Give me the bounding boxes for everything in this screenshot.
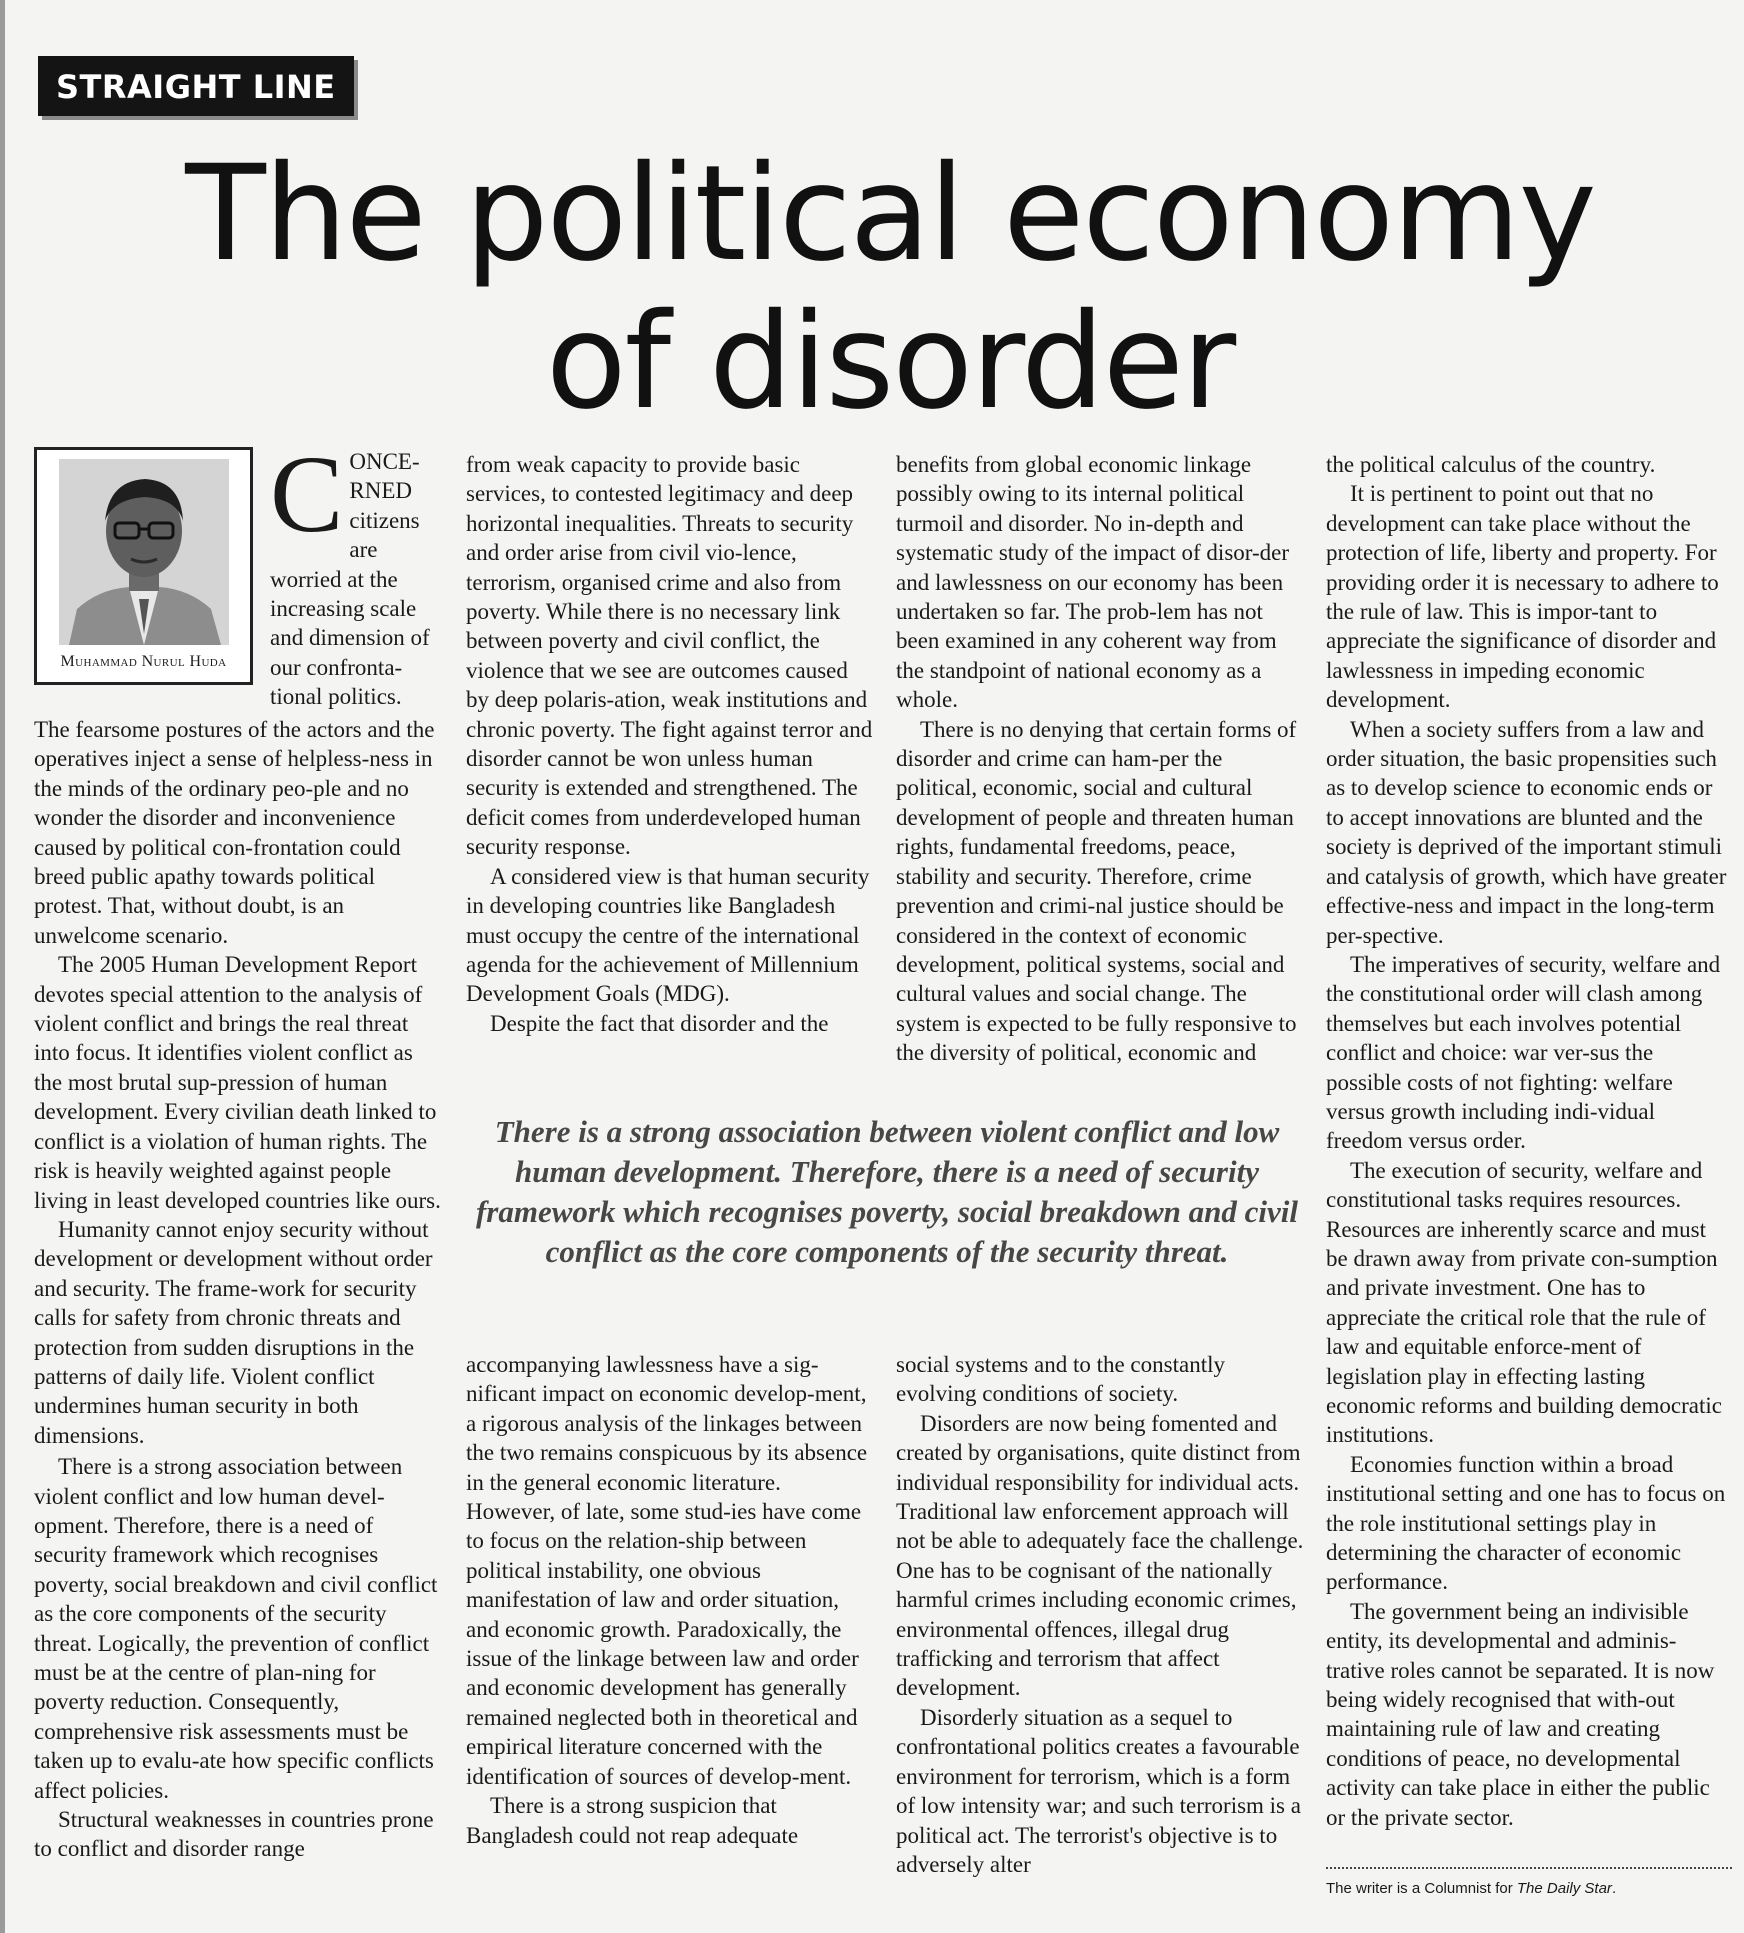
page-edge-rule (0, 0, 5, 1933)
column-2-top (466, 450, 874, 1038)
section-label: STRAIGHT LINE (38, 56, 354, 116)
paragraph: When a society suffers from a law and order situation, the basic propensities such as to develop science to economic ends or to accept innovations are blunted and the society is deprived of the important stimuli and catalysis of growth, which have greater effective-ness and impact in the long-term per-spective. (1326, 716, 1727, 948)
drop-cap: C (270, 433, 344, 555)
pull-quote: There is a strong association between violent conflict and low human development. Therefore, there is a need of security framework which recognises poverty, social breakdown and civil conflict as the core components of the security threat. (475, 1114, 1299, 1269)
author-note-prefix: The writer is a Columnist for (1326, 1880, 1517, 1897)
paragraph: Structural weaknesses in countries prone to conflict and disorder range (34, 1807, 434, 1862)
column-4 (1326, 450, 1732, 1832)
paragraph: It is pertinent to point out that no development can take place without the protection of life, liberty and property. For providing order it is necessary to adhere to the rule of law. This is impor-tant to appreciate the significance of disorder and lawlessness in impeding economic development. (1326, 481, 1719, 713)
author-byline: Muhammad Nurul Huda (60, 653, 227, 670)
paragraph: Despite the fact that disorder and the (490, 1010, 829, 1036)
paragraph: Disorderly situation as a sequel to confrontational politics creates a favourable environment for terrorism, which is a form of low intensity war; and such terrorism is a political act. The terrorist's objective is to adversely alter (896, 1704, 1301, 1877)
paragraph: accompanying lawlessness have a sig-nificant impact on economic develop-ment, a rigorous analysis of the linkages between the two remains conspicuous by its absence in the general economic literature. However, of late, some stud-ies have come to focus on the relation-ship between political instability, one obvious manifestation of law and order situation, and economic growth. Paradoxically, the issue of the linkage between law and order and economic development has generally remained neglected both in theoretical and empirical literature concerned with the identification of sources of develop-ment. (466, 1352, 868, 1789)
author-photo (59, 459, 229, 645)
paragraph: The fearsome postures of the actors and the operatives inject a sense of helpless-ness in the minds of the ordinary peo-ple and no wonder the disorder and inconvenience caused by political con-frontation could breed public apathy towards political protest. That, without doubt, is an unwelcome scenario. (34, 717, 435, 948)
paragraph: There is a strong association between violent conflict and low human devel-opment. Therefore, there is a need of security framework which recognises poverty, social breakdown and civil conflict as the core components of the security threat. Logically, the prevention of conflict must be at the centre of plan-ning for poverty reduction. Consequently, comprehensive risk assessments must be taken up to evalu-ate how specific conflicts affect policies. (34, 1454, 438, 1803)
author-note-suffix: . (1611, 1880, 1617, 1897)
paragraph: The 2005 Human Development Report devotes special attention to the analysis of violent conflict and brings the real threat into focus. It identifies violent conflict as the most brutal sup-pression of human development. Every civilian death linked to conflict is a violation of human rights. The risk is heavily weighted against people living in least developed countries like ours. (34, 952, 441, 1213)
paragraph: Economies function within a broad institutional setting and one has to focus on the role institutional settings play in determining the character of economic performance. (1326, 1451, 1726, 1595)
paragraph: the political calculus of the country. (1326, 452, 1656, 477)
intro-paragraph (270, 433, 442, 712)
paragraph: social systems and to the constantly evolving conditions of society. (896, 1352, 1225, 1407)
column-2-bottom (466, 1350, 874, 1850)
headline (110, 137, 1670, 439)
intro-lead-word: ONCE-RNED (349, 449, 420, 504)
paragraph: benefits from global economic linkage possibly owing to its internal political turmoil and disorder. No in-depth and systematic study of the impact of disor-der and lawlessness on our economy has been undertaken so far. The prob-lem has not been examined in any coherent way from the standpoint of national economy as a whole. (896, 452, 1289, 713)
intro-text: citizens are worried at the increasing scale and dimension of our confronta-tional politics. (270, 507, 430, 710)
column-3-bottom (896, 1350, 1304, 1879)
column-1 (34, 715, 442, 1864)
paragraph: The imperatives of security, welfare and the constitutional order will clash among themselves but each involves potential conflict and choice: war ver-sus the possible costs of not fighting: welfare versus growth including indi-vidual freedom versus order. (1326, 951, 1721, 1154)
paragraph: There is no denying that certain forms of disorder and crime can ham-per the political, economic, social and cultural development of people and threaten human rights, fundamental freedoms, peace, stability and security. Therefore, crime prevention and crimi-nal justice should be considered in the context of economic development, political systems, social and cultural values and social change. The system is expected to be fully responsive to the diversity of political, economic and (896, 716, 1297, 1066)
paragraph: There is a strong suspicion that Bangladesh could not reap adequate (466, 1793, 799, 1848)
footer-divider (1326, 1867, 1732, 1869)
paragraph: from weak capacity to provide basic services, to contested legitimacy and deep horizontal inequalities. Threats to security and order arise from civil vio-lence, terrorism, organised crime and also from poverty. While there is no necessary link between poverty and civil conflict, the violence that we see are outcomes caused by deep polaris-ation, weak institutions and chronic poverty. The fight against terror and disorder cannot be won unless human security is extended and strengthened. The deficit comes from underdeveloped human security response. (466, 452, 873, 860)
paragraph: The government being an indivisible entity, its developmental and adminis-trative roles cannot be separated. It is now being widely recognised that with-out maintaining rule of law and creating conditions of peace, no developmental activity can take place in either the public or the private sector. (1326, 1598, 1715, 1830)
publication-name: The Daily Star (1516, 1880, 1612, 1897)
author-note (1326, 1880, 1732, 1897)
headline-line-2: of disorder (545, 285, 1235, 439)
author-photo-box (34, 447, 253, 685)
paragraph: Humanity cannot enjoy security without development or development without order and security. The frame-work for security calls for safety from chronic threats and protection from sudden disruptions in the patterns of daily life. Violent conflict undermines human security in both dimensions. (34, 1216, 433, 1448)
headline-line-1: The political economy (185, 137, 1595, 291)
paragraph: A considered view is that human security in developing countries like Bangladesh must occupy the centre of the international agenda for the achievement of Millennium Development Goals (MDG). (466, 863, 870, 1007)
column-3-top (896, 450, 1304, 1068)
paragraph: Disorders are now being fomented and created by organisations, quite distinct from individual responsibility for individual acts. Traditional law enforcement approach will not be able to adequately face the challenge. One has to be cognisant of the nationally harmful crimes including economic crimes, environmental offences, illegal drug trafficking and terrorism that affect development. (896, 1410, 1304, 1701)
paragraph: The execution of security, welfare and constitutional tasks requires resources. Resources are inherently scarce and must be drawn away from private con-sumption and private investment. One has to appreciate the critical role that the rule of law and equitable enforce-ment of legislation play in effecting lasting economic reforms and building democratic institutions. (1326, 1157, 1722, 1448)
